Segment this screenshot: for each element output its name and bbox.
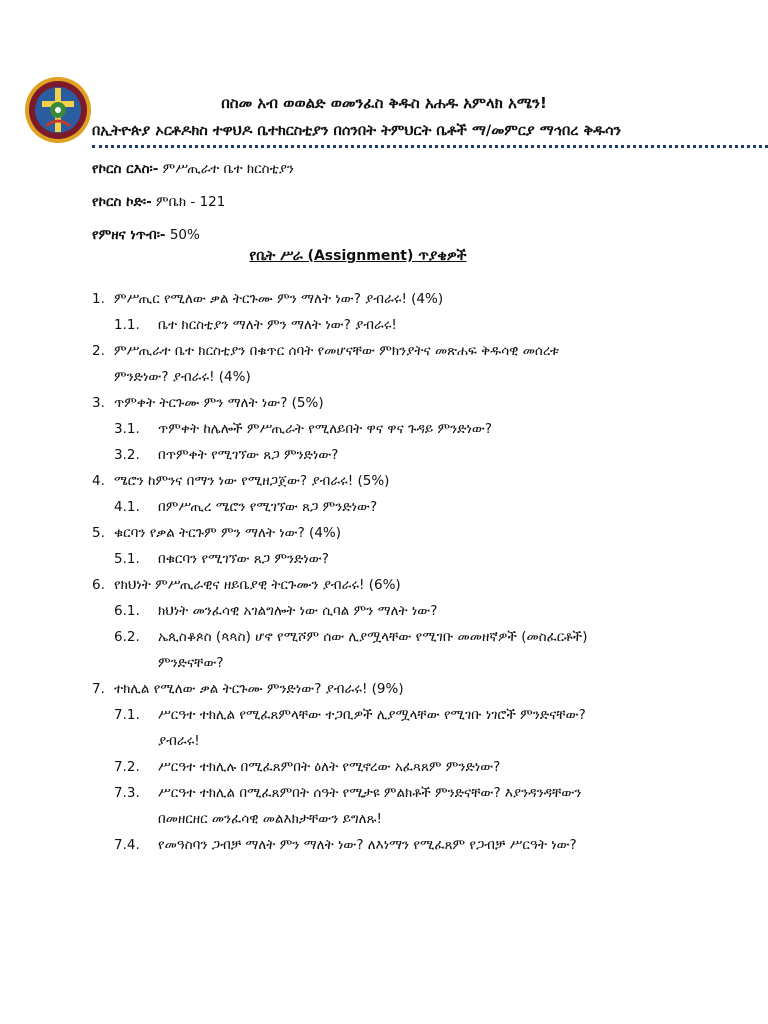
header-invocation: በስመ አብ ወወልድ ወመንፈስ ቅዱስ አሐዱ አምላክ አሜን! [221,94,547,112]
question-text: ሥርዓተ ተክሊል የሚፈጸምላቸው ተጋቢዎች ሊያሟላቸው የሚገቡ ነገሮች ምንድናቸው? [158,707,586,723]
question-text: ቁርባን የቃል ትርጉም ምን ማለት ነው? (4%) [114,525,342,541]
question-text: በጥምቀት የሚገኘው ጸጋ ምንድነው? [158,447,339,463]
question-number: 4.1. [114,499,140,515]
question-number: 2. [92,343,105,359]
question-text: ያብራሩ! [158,733,200,749]
question-text: ምሥጢር የሚለው ቃል ትርጉሙ ምን ማለት ነው? ያብራሩ! (4%) [114,291,444,307]
question-text: ክህነት መንፈሳዊ አገልግሎት ነው ሲባል ምን ማለት ነው? [158,603,438,619]
question-text: ምሥጢራተ ቤተ ክርስቲያን በቁጥር ሰባት የመሆናቸው ምክንያትና መጽሐፍ ቅዱሳዊ መሰረቱ [114,343,560,359]
question-text: ጥምቀት ትርጉሙ ምን ማለት ነው? (5%) [114,395,324,411]
question-number: 6. [92,577,105,593]
question-number: 6.2. [114,629,140,645]
question-text: ሥርዓተ ተክሊል በሚፈጸምበት ሰዓት የሚታዩ ምልክቶች ምንድናቸው? እያንዳንዳቸውን [158,785,582,801]
header-organization: በኢትዮጵያ ኦርቶዶክስ ተዋህዶ ቤተክርስቲያን በሰንበት ትምህርት ቤቶች ማ/መምርያ ማኅበረ ቅዱሳን [92,123,622,139]
header-divider [92,145,768,148]
question-text: በቁርባን የሚገኘው ጸጋ ምንድነው? [158,551,329,567]
question-text: የክህነት ምሥጢራዊና ዘይቤያዊ ትርጉሙን ያብራሩ! (6%) [114,577,401,593]
question-number: 6.1. [114,603,140,619]
question-number: 4. [92,473,105,489]
course-score-value: 50% [165,227,200,243]
question-number: 7. [92,681,105,697]
course-score-label: የምዘና ነጥብ፡- [92,227,166,243]
question-text: የመዓስባን ጋብቻ ማለት ምን ማለት ነው? ለእነማን የሚፈጸም የጋብቻ ሥርዓት ነው? [158,837,577,853]
course-title-row [92,161,294,177]
course-score-row [92,227,200,243]
course-code-label: የኮርስ ኮድ፡- [92,194,152,210]
question-number: 1.1. [114,317,140,333]
question-number: 7.1. [114,707,140,723]
question-text: ምንድናቸው? [158,655,224,671]
course-code-row [92,194,225,210]
question-text: ሥርዓተ ተክሊሉ በሚፈጸምበት ዕለት የሚኖረው አፈጻጸም ምንድነው? [158,759,501,775]
course-title-value: ምሥጢራተ ቤተ ክርስቲያን [158,161,294,177]
question-text: ጥምቀት ከሌሎች ምሥጢራት የሚለይበት ዋና ዋና ጉዳይ ምንድነው? [158,421,493,437]
assignment-title: የቤት ሥራ (Assignment) ጥያቄዎች [249,248,467,264]
course-code-value: ምቤክ - 121 [151,194,226,210]
question-text: በመዘርዘር መንፈሳዊ መልእክታቸውን ይግለጹ! [158,811,382,827]
question-number: 7.3. [114,785,140,801]
question-number: 5. [92,525,105,541]
question-number: 1. [92,291,105,307]
question-number: 3.1. [114,421,140,437]
question-number: 3.2. [114,447,140,463]
question-text: ምንድነው? ያብራሩ! (4%) [114,369,251,385]
question-number: 3. [92,395,105,411]
question-number: 5.1. [114,551,140,567]
question-number: 7.2. [114,759,140,775]
question-text: በምሥጢረ ሜሮን የሚገኘው ጸጋ ምንድነው? [158,499,378,515]
question-text: ሜሮን ከምንና በማን ነው የሚዘጋጀው? ያብራሩ! (5%) [114,473,390,489]
question-text: ተክሊል የሚለው ቃል ትርጉሙ ምንድነው? ያብራሩ! (9%) [114,681,404,697]
course-title-label: የኮርስ ርእስ፡- [92,161,159,177]
question-text: ኤጲስቆጶስ (ጳጳስ) ሆኖ የሚሾም ሰው ሊያሟላቸው የሚገቡ መመዘኛዎች (መስፈርቶች) [158,629,588,645]
question-number: 7.4. [114,837,140,853]
question-text: ቤተ ክርስቲያን ማለት ምን ማለት ነው? ያብራሩ! [158,317,397,333]
